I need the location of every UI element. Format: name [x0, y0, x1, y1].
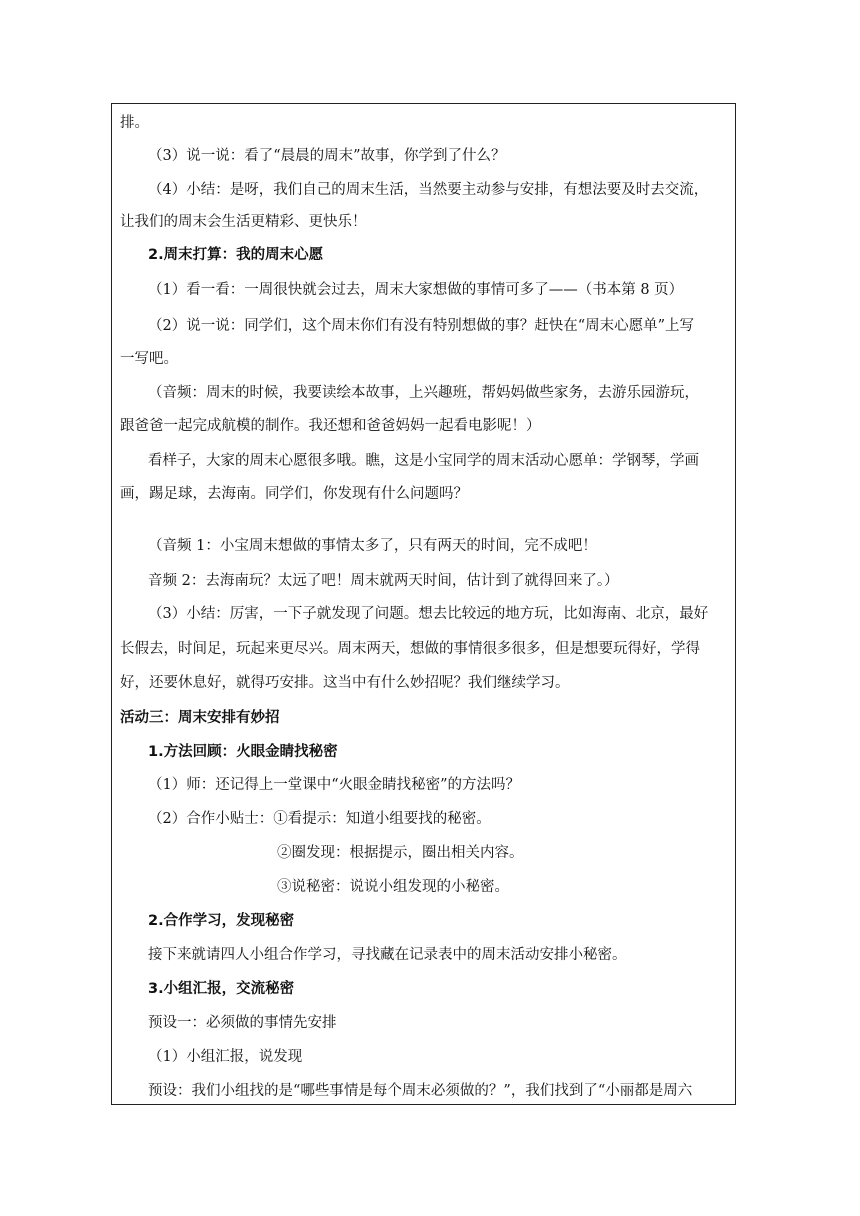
- text-line: 好，还要休息好，就得巧安排。这当中有什么妙招呢？我们继续学习。: [120, 675, 570, 691]
- text-line: 长假去，时间足，玩起来更尽兴。周末两天，想做的事情很多很多，但是想要玩得好，学得: [120, 641, 700, 657]
- text-line: （4）小结：是呀，我们自己的周末生活，当然要主动参与安排，有想法要及时去交流，: [148, 182, 709, 198]
- section-heading: 1.方法回顾：火眼金睛找秘密: [148, 744, 338, 760]
- text-line: 预设一：必须做的事情先安排: [148, 1015, 337, 1031]
- text-line: 画，踢足球，去海南。同学们，你发现有什么问题吗？: [120, 486, 468, 502]
- text-line: 排。: [120, 115, 149, 131]
- activity-heading: 活动三：周末安排有妙招: [120, 710, 280, 726]
- text-line: 预设：我们小组找的是“哪些事情是每个周末必须做的？”，我们找到了“小丽都是周六: [148, 1083, 693, 1099]
- text-line: 接下来就请四人小组合作学习，寻找藏在记录表中的周末活动安排小秘密。: [148, 947, 627, 963]
- text-line: （3）小结：厉害，一下子就发现了问题。想去比较远的地方玩，比如海南、北京，最好: [148, 606, 709, 622]
- text-line: （1）看一看：一周很快就会过去，周末大家想做的事情可多了——（书本第 8 页）: [148, 282, 684, 298]
- text-line: 看样子，大家的周末心愿很多哦。瞧，这是小宝同学的周末活动心愿单：学钢琴，学画: [148, 453, 699, 469]
- section-heading: 2.合作学习，发现秘密: [148, 913, 295, 929]
- text-line: （2）说一说：同学们，这个周末你们有没有特别想做的事？赶快在“周末心愿单”上写: [148, 318, 695, 334]
- text-line: 跟爸爸一起完成航模的制作。我还想和爸爸妈妈一起看电影呢！）: [120, 418, 541, 434]
- text-line: ③说秘密：说说小组发现的小秘密。: [277, 879, 509, 895]
- section-heading: 3.小组汇报，交流秘密: [148, 981, 295, 997]
- text-line: 让我们的周末会生活更精彩、更快乐！: [120, 214, 367, 230]
- text-line: 音频 2：去海南玩？太远了吧！周末就两天时间，估计到了就得回来了。）: [148, 573, 619, 589]
- text-line: （音频：周末的时候，我要读绘本故事，上兴趣班，帮妈妈做些家务，去游乐园游玩，: [148, 385, 699, 401]
- text-line: （1）师：还记得上一堂课中“火眼金睛找秘密”的方法吗？: [148, 777, 521, 793]
- text-line: （音频 1：小宝周末想做的事情太多了，只有两天的时间，完不成吧！: [148, 538, 597, 554]
- text-line: （3）说一说：看了“晨晨的周末”故事，你学到了什么？: [148, 148, 506, 164]
- text-line: （2）合作小贴士：①看提示：知道小组要找的秘密。: [148, 811, 491, 827]
- text-line: 一写吧。: [120, 351, 178, 367]
- section-heading: 2.周末打算：我的周末心愿: [148, 247, 324, 263]
- text-line: （1）小组汇报，说发现: [148, 1049, 303, 1065]
- text-line: ②圈发现：根据提示，圈出相关内容。: [277, 845, 524, 861]
